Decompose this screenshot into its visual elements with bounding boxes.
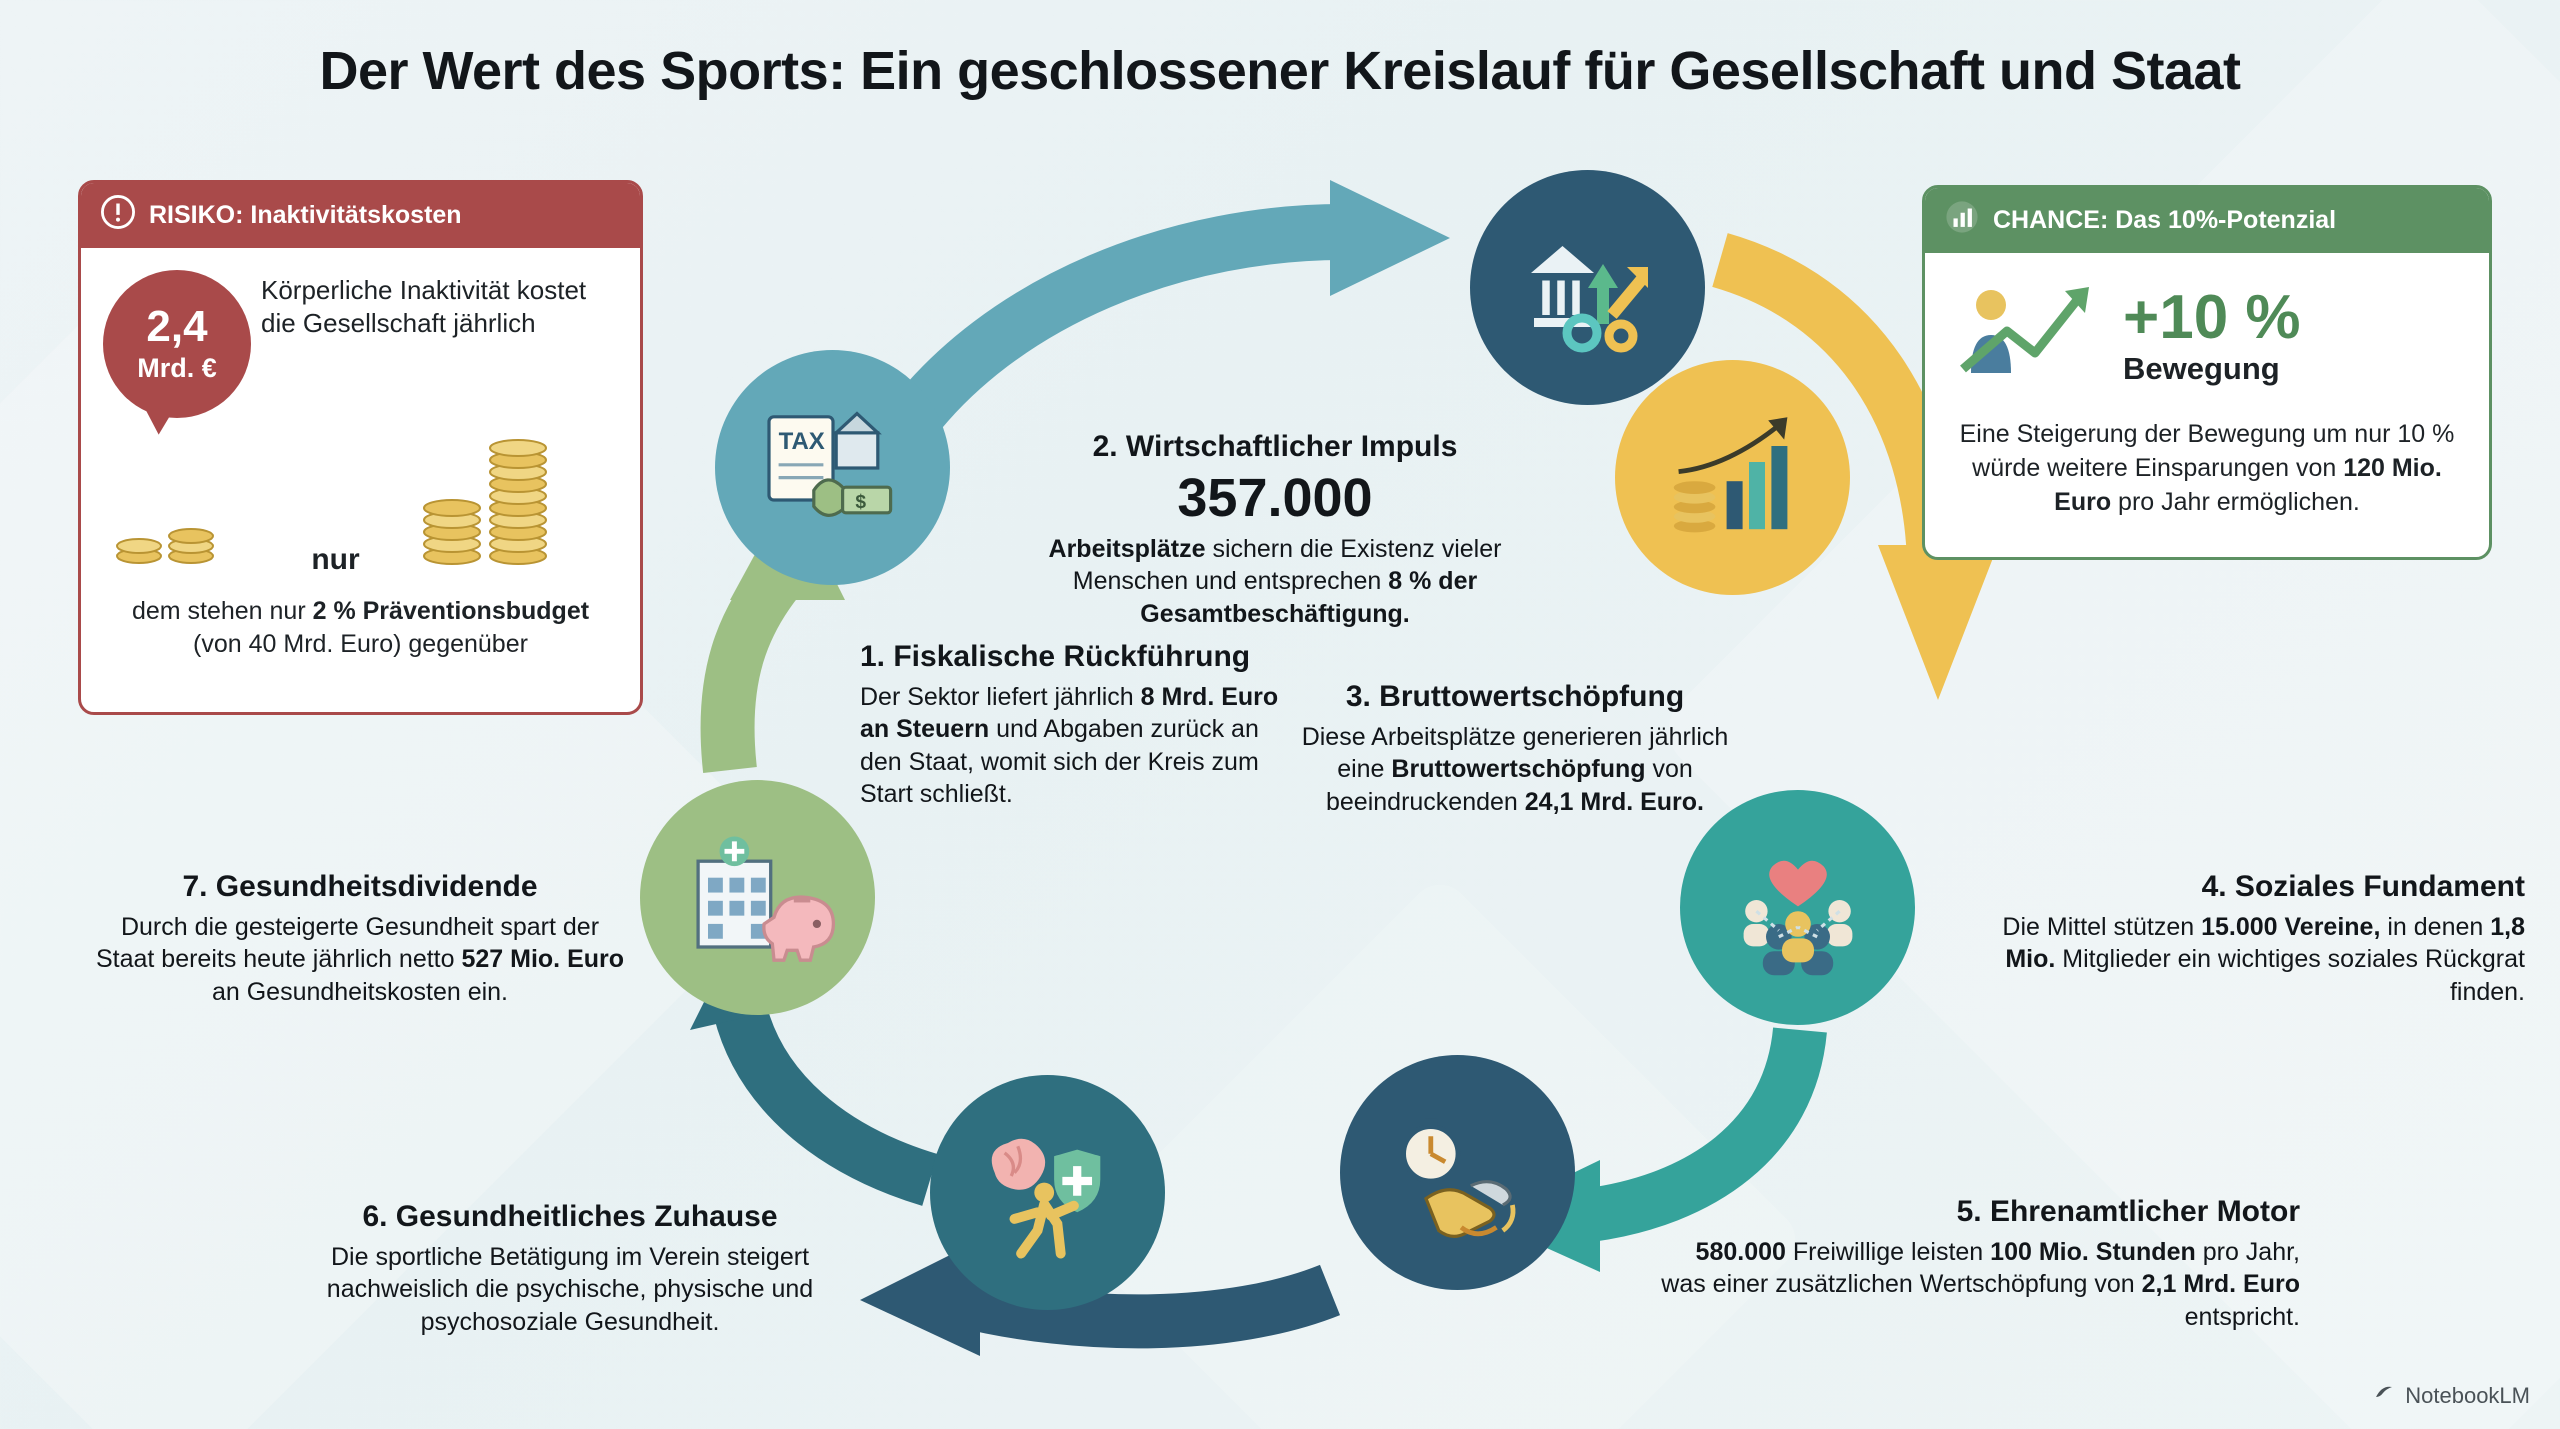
step-4-text: [1955, 911, 2525, 1009]
step-2-heading: 2. Wirtschaftlicher Impuls: [1092, 430, 1458, 463]
step-6-text: Die sportliche Betätigung im Verein steigert nachweislich die psychische, physische und psychosoziale Gesundheit.: [326, 1242, 814, 1336]
bank-institution-icon: [1470, 170, 1705, 405]
risk-footnote-bold: 2 % Präventionsbudget: [312, 597, 590, 625]
step-2-bold1: Arbeitsplätze: [1048, 534, 1206, 563]
risk-card-header: [81, 183, 640, 248]
step-7-bold1: 527 Mio. Euro: [461, 945, 625, 973]
step-5-bold3: 2,1 Mrd. Euro: [2141, 1270, 2300, 1298]
chance-footnote-part1: Eine Steigerung der Bewegung um nur 10 % würde weitere Einsparungen von: [1959, 420, 2455, 482]
chance-card: [1922, 185, 2492, 560]
step-4-bold2: 1,8 Mio.: [2005, 912, 2525, 973]
step-2-text-part1: sichern die Existenz vieler Menschen und entsprechen: [1072, 534, 1502, 595]
chance-card-header: [1925, 188, 2489, 253]
brand-name: NotebookLM: [2405, 1383, 2530, 1408]
step-2-text: [1015, 533, 1535, 631]
runner-brain-shield-icon: [930, 1075, 1165, 1310]
step-5-text-part2: pro Jahr, was einer zusätzlichen Wertschöpfung von: [1661, 1237, 2300, 1298]
step-4-soziales-fundament: [1955, 870, 2525, 1008]
chance-footnote-bold: 120 Mio. Euro: [2054, 453, 2442, 516]
risk-value: 2,4: [146, 301, 208, 351]
step-2-bignumber: 357.000: [1177, 467, 1373, 528]
step-3-bold1: Bruttowertschöpfung: [1391, 755, 1646, 783]
chance-card-title: CHANCE: Das 10%-Potenzial: [1993, 206, 2337, 234]
risk-unit: Mrd. €: [137, 352, 217, 383]
step-3-text-part1: Diese Arbeitsplätze generieren jährlich eine: [1301, 722, 1729, 783]
risk-description: Körperliche Inaktivität kostet die Gesellschaft jährlich: [261, 275, 587, 339]
risk-card: [78, 180, 643, 715]
step-3-bruttowertschoepfung: [1300, 680, 1730, 818]
step-7-text-part1: Durch die gesteigerte Gesundheit spart der Staat bereits heute jährlich netto: [95, 912, 600, 973]
step-5-bold1: 580.000: [1695, 1237, 1786, 1266]
coin-stack-large-icon: [408, 422, 618, 572]
risk-footnote: [103, 595, 618, 660]
step-5-heading: 5. Ehrenamtlicher Motor: [1956, 1195, 2300, 1228]
step-3-bold2: 24,1 Mrd. Euro.: [1524, 787, 1704, 816]
step-4-text-part1: Die Mittel stützen: [2002, 912, 2202, 941]
svg-text:$: $: [854, 491, 866, 513]
risk-footnote-part1: dem stehen nur: [131, 597, 313, 625]
coin-stack-small-icon: [103, 452, 253, 572]
step-3-heading: 3. Bruttowertschöpfung: [1345, 680, 1685, 713]
step-4-bold1: 15.000 Vereine,: [2201, 912, 2381, 941]
community-heart-icon: [1680, 790, 1915, 1025]
step-5-text-part1: Freiwillige leisten: [1785, 1237, 1991, 1266]
step-3-text-part2: von beeindruckenden: [1326, 755, 1693, 816]
step-1-fiskalische-rueckfuehrung: [860, 640, 1290, 811]
handshake-stopwatch-icon: [1340, 1055, 1575, 1290]
warning-icon: [101, 195, 135, 236]
risk-card-title: RISIKO: Inaktivitätskosten: [149, 201, 462, 229]
person-growth-icon: [1947, 269, 2107, 404]
page-title: Der Wert des Sports: Ein geschlossener Kreislauf für Gesellschaft und Staat: [319, 41, 2241, 101]
risk-nur-label: nur: [311, 543, 360, 576]
growth-chart-icon: [1615, 360, 1850, 595]
brand-watermark: [2372, 1381, 2530, 1411]
svg-text:TAX: TAX: [778, 427, 825, 455]
chance-footnote: [1947, 418, 2467, 519]
step-7-text-part2: an Gesundheitskosten ein.: [211, 977, 509, 1006]
risk-footnote-part2: (von 40 Mrd. Euro) gegenüber: [193, 629, 528, 658]
step-3-text: [1300, 721, 1730, 819]
step-6-gesundheitliches-zuhause: [270, 1200, 870, 1338]
step-7-gesundheitsdividende: [95, 870, 625, 1008]
chance-percent: +10 %: [2123, 282, 2301, 352]
hospital-piggybank-icon: [640, 780, 875, 1015]
step-5-ehrenamtlicher-motor: [1660, 1195, 2300, 1333]
risk-value-bubble: [103, 270, 251, 418]
step-1-text-part1: Der Sektor liefert jährlich: [860, 682, 1141, 711]
notebooklm-logo-icon: [2372, 1381, 2396, 1411]
bar-chart-icon: [1945, 200, 1979, 241]
tax-document-icon: [715, 350, 950, 585]
step-6-heading: 6. Gesundheitliches Zuhause: [362, 1200, 778, 1233]
step-2-bold2: 8 % der Gesamtbeschäftigung.: [1140, 567, 1478, 628]
step-1-heading: 1. Fiskalische Rückführung: [860, 640, 1251, 673]
step-5-text-part3: entspricht.: [2184, 1302, 2300, 1331]
chance-subtitle: Bewegung: [2123, 350, 2280, 386]
step-4-text-part2: in denen: [2380, 912, 2491, 941]
step-2-wirtschaftlicher-impuls: [1015, 430, 1535, 630]
chance-footnote-part2: pro Jahr ermöglichen.: [2111, 487, 2360, 516]
step-1-bold1: 8 Mrd. Euro an Steuern: [860, 682, 1279, 743]
step-1-text: [860, 681, 1290, 811]
step-7-text: [95, 911, 625, 1009]
step-7-heading: 7. Gesundheitsdividende: [182, 870, 538, 903]
step-5-text: [1660, 1236, 2300, 1334]
step-1-text-part2: und Abgaben zurück an den Staat, womit sich der Kreis zum Start schließt.: [860, 715, 1259, 808]
step-5-bold2: 100 Mio. Stunden: [1990, 1237, 2196, 1266]
step-4-text-part3: Mitglieder ein wichtiges soziales Rückgrat finden.: [2055, 945, 2525, 1006]
step-4-heading: 4. Soziales Fundament: [2201, 870, 2525, 903]
